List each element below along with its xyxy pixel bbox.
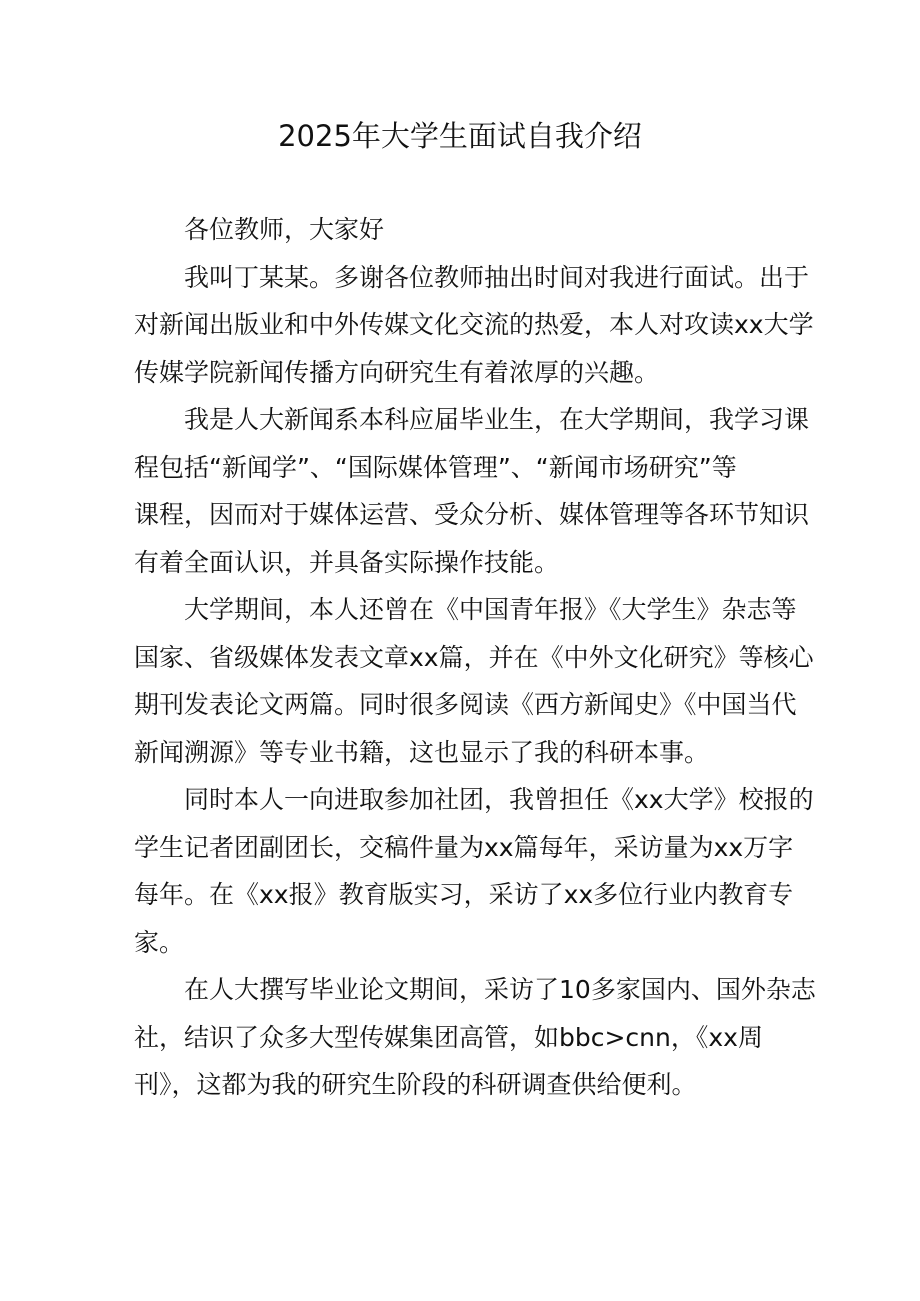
- page-title: 2025年大学生面试自我介绍: [278, 119, 642, 153]
- document-body: [134, 206, 816, 1109]
- text-line: 社，结识了众多大型传媒集团高管，如bbc>cnn，《xx周: [134, 1022, 763, 1052]
- text-line: 家。: [134, 927, 185, 957]
- text-line: 课程，因而对于媒体运营、受众分析、媒体管理等各环节知识: [134, 500, 810, 529]
- paragraph-thesis: [134, 966, 816, 1109]
- text-line: 新闻溯源》等专业书籍，这也显示了我的科研本事。: [134, 737, 710, 767]
- text-line: 期刊发表论文两篇。同时很多阅读《西方新闻史》《中国当代: [134, 690, 797, 719]
- text-line: 程包括“新闻学”、“国际媒体管理”、“新闻市场研究”等: [134, 452, 737, 482]
- text-line: 每年。在《xx报》教育版实习，采访了xx多位行业内教育专: [134, 880, 794, 909]
- text-line: 传媒学院新闻传播方向研究生有着浓厚的兴趣。: [134, 357, 660, 387]
- paragraph-activities: [134, 776, 814, 966]
- text-line: 我叫丁某某。多谢各位教师抽出时间对我进行面试。出于: [184, 262, 810, 292]
- text-line: 对新闻出版业和中外传媒文化交流的热爱，本人对攻读xx大学: [134, 310, 814, 339]
- text-line: 有着全面认识，并具备实际操作技能。: [134, 547, 560, 577]
- text-line: 我是人大新闻系本科应届毕业生，在大学期间，我学习课: [184, 405, 810, 434]
- paragraph-introduction: [134, 254, 814, 397]
- text-line: 刊》，这都为我的研究生阶段的科研调查供给便利。: [134, 1070, 697, 1099]
- text-line: 在人大撰写毕业论文期间，采访了10多家国内、国外杂志: [184, 975, 816, 1004]
- paragraph-publications: [134, 586, 814, 776]
- text-line: 同时本人一向进取参加社团，我曾担任《xx大学》校报的: [184, 785, 814, 814]
- text-line: 国家、省级媒体发表文章xx篇，并在《中外文化研究》等核心: [134, 642, 814, 672]
- paragraph-education: [134, 396, 810, 586]
- text-line: 大学期间，本人还曾在《中国青年报》《大学生》杂志等: [184, 595, 797, 624]
- text-line: 各位教师，大家好: [184, 215, 385, 244]
- paragraph-greeting: [134, 206, 798, 254]
- text-line: 学生记者团副团长，交稿件量为xx篇每年，采访量为xx万字: [134, 832, 794, 862]
